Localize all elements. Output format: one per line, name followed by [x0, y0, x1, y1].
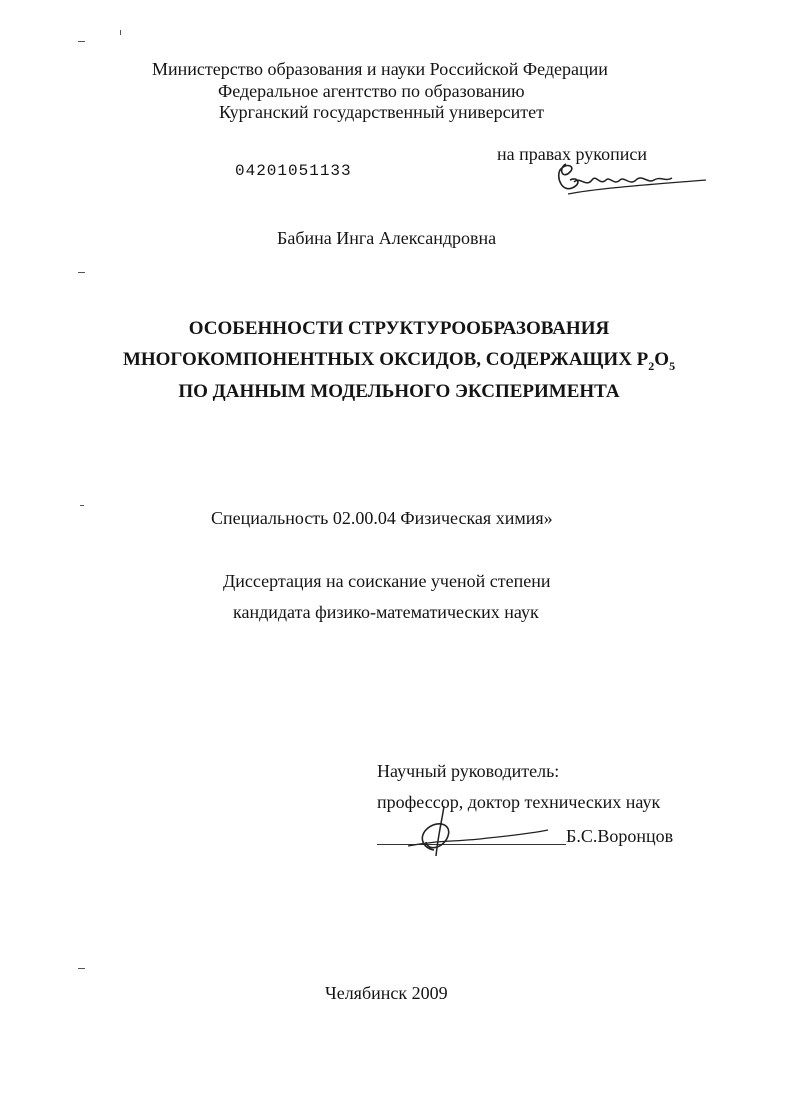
author-signature: [548, 158, 708, 200]
university-line: Курганский государственный университет: [219, 102, 545, 122]
supervisor-name: Б.С.Воронцов: [566, 826, 674, 846]
scan-mark: [78, 272, 85, 273]
dissertation-line-2: кандидата физико-математических наук: [233, 602, 539, 622]
ministry-line: Министерство образования и науки Российской Федерации: [152, 59, 608, 79]
title-line-2-o: O: [654, 349, 670, 370]
author-name: Бабина Инга Александровна: [277, 228, 497, 248]
manuscript-rights: на правах рукописи: [497, 144, 647, 164]
supervisor-position: профессор, доктор технических наук: [377, 792, 661, 812]
title-sub-2: 5: [669, 358, 676, 373]
dissertation-line-1: Диссертация на соискание ученой степени: [223, 571, 551, 591]
title-line-3: ПО ДАННЫМ МОДЕЛЬНОГО ЭКСПЕРИМЕНТА: [178, 381, 620, 402]
supervisor-label: Научный руководитель:: [377, 761, 560, 781]
specialty: Специальность 02.00.04 Физическая химия»: [211, 508, 553, 528]
scan-mark: [78, 41, 85, 42]
title-line-1: ОСОБЕННОСТИ СТРУКТУРООБРАЗОВАНИЯ: [188, 318, 610, 339]
agency-line: Федеральное агентство по образованию: [218, 81, 525, 101]
catalog-number: 04201051133: [235, 162, 352, 180]
city-year: Челябинск 2009: [325, 983, 448, 1003]
scan-mark: [78, 968, 85, 969]
title-line-2-text: МНОГОКОМПОНЕНТНЫХ ОКСИДОВ, СОДЕРЖАЩИХ P: [122, 349, 649, 370]
supervisor-signature: [398, 800, 568, 860]
title-sub-1: 2: [648, 358, 655, 373]
scan-mark: [120, 30, 121, 35]
scan-mark: [80, 505, 84, 506]
